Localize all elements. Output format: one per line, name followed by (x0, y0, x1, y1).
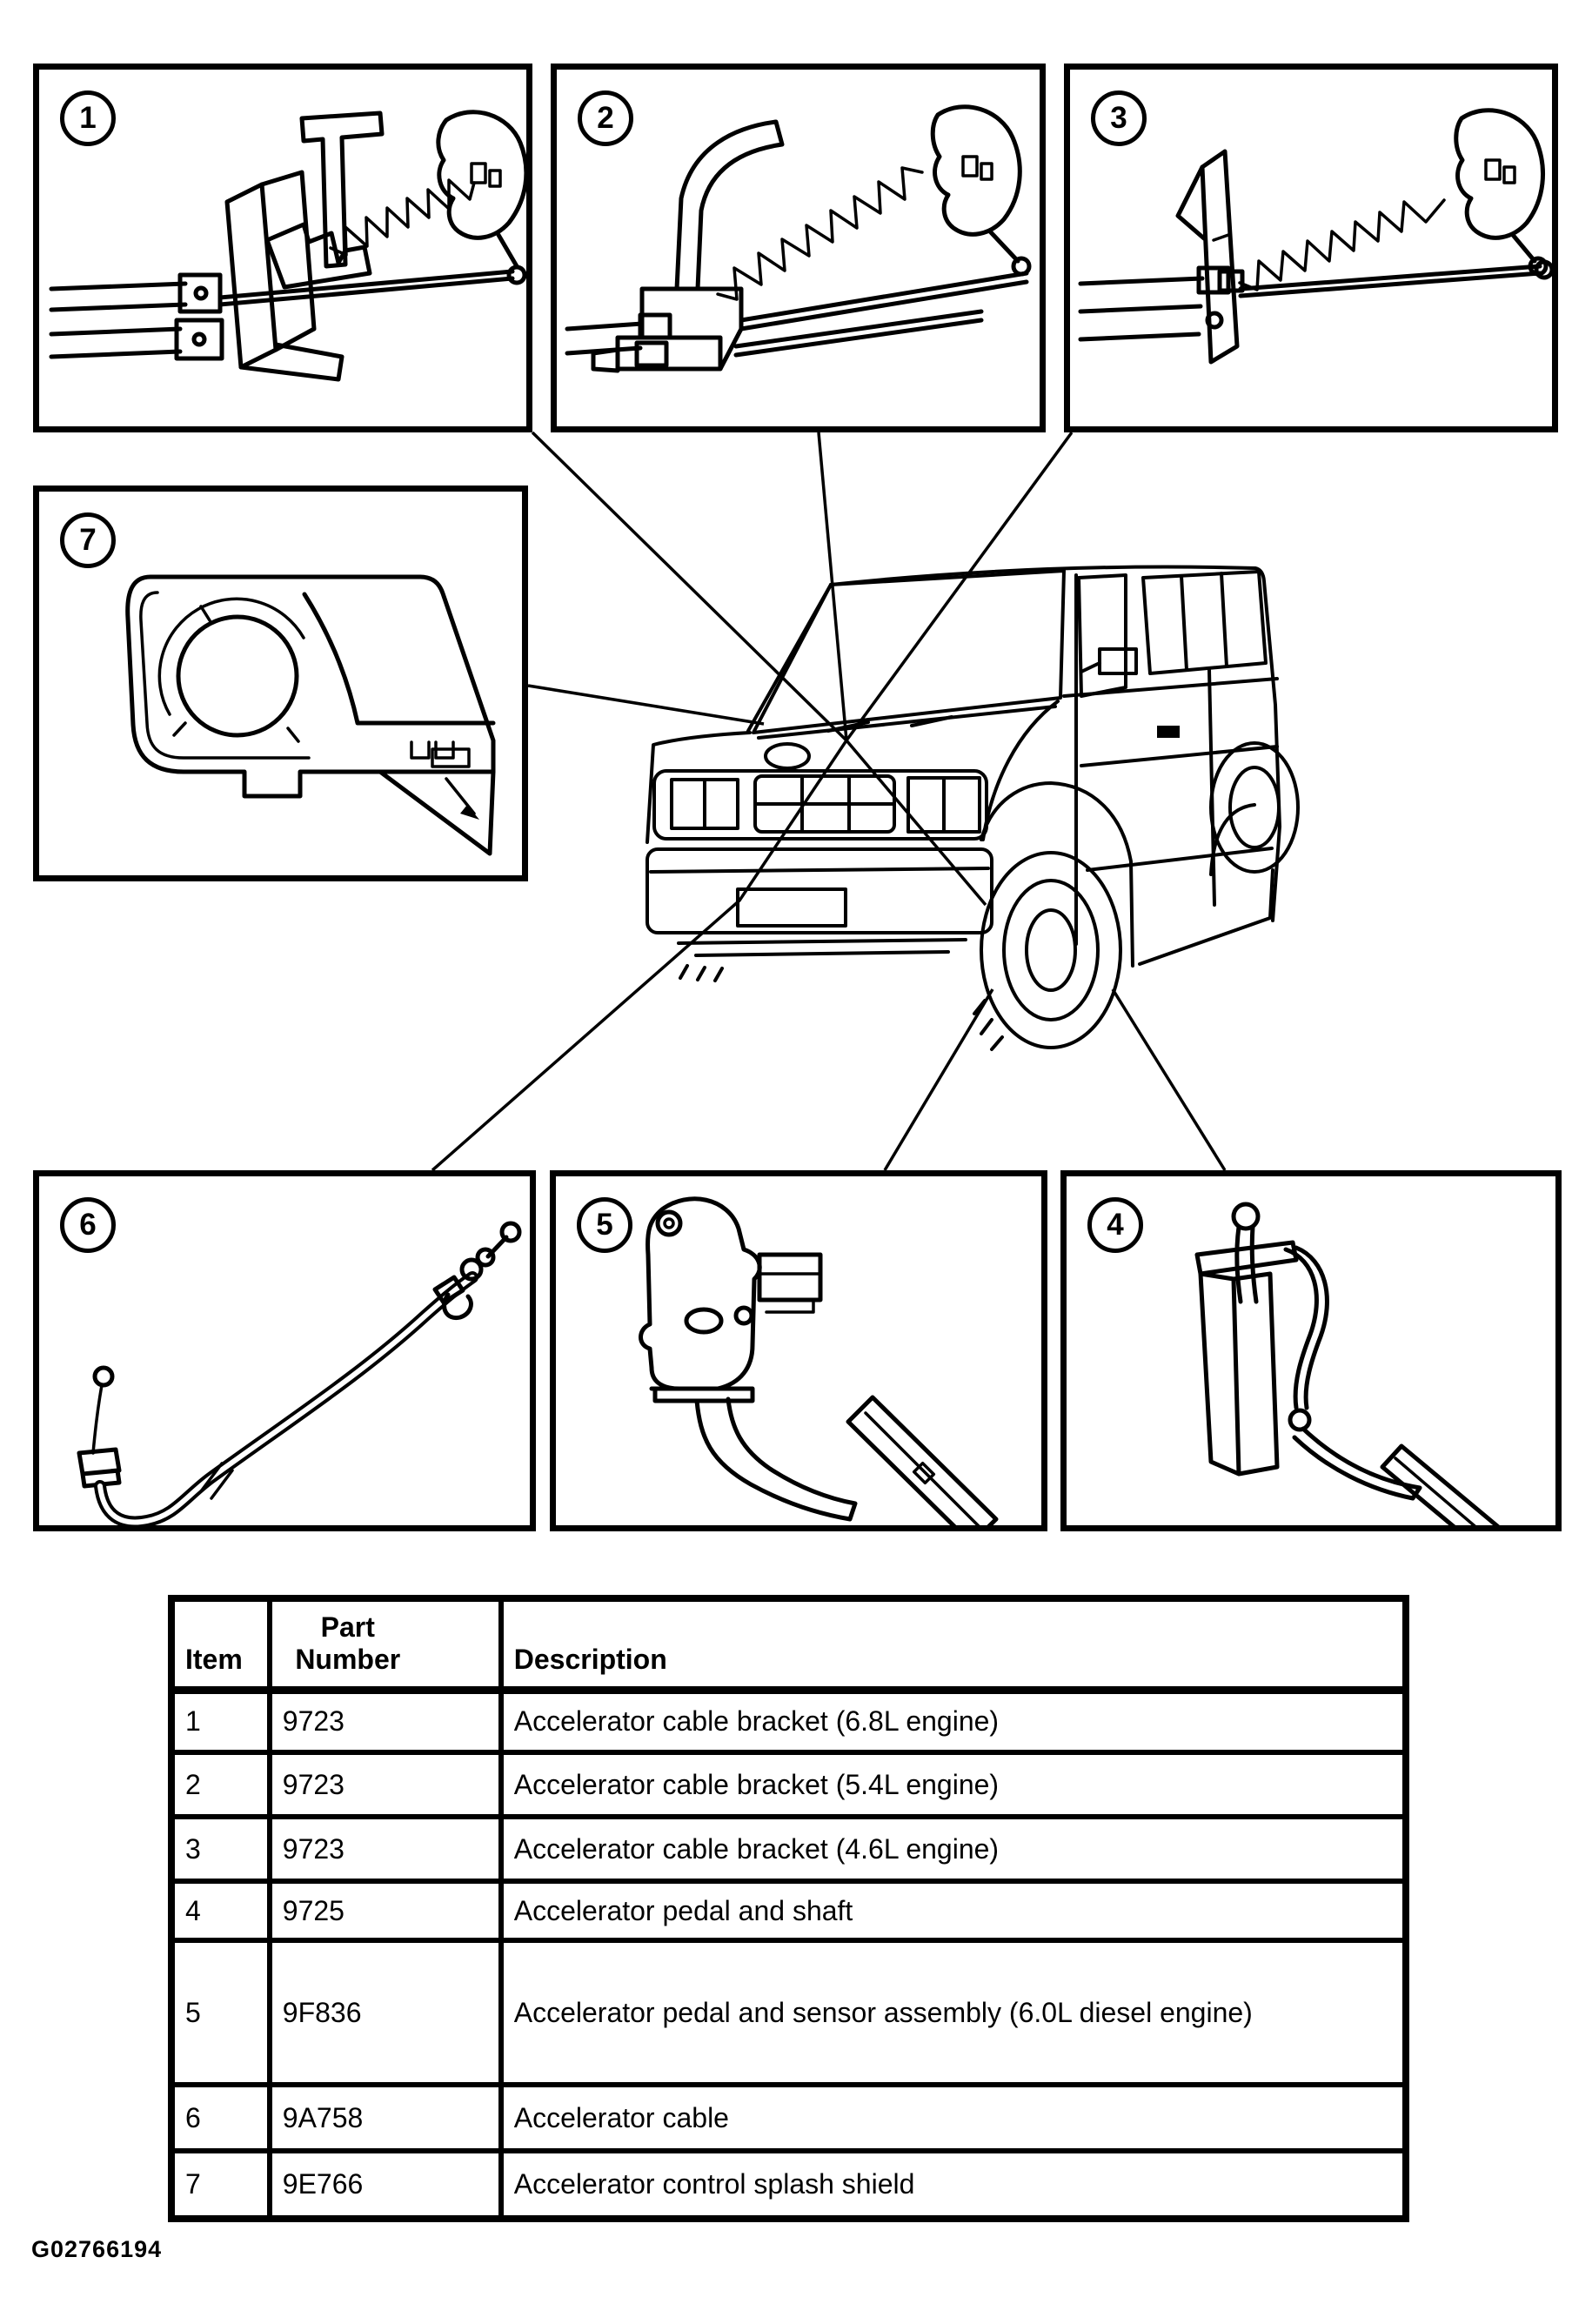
cell-part: 9723 (270, 1817, 501, 1881)
cell-description: Accelerator control splash shield (501, 2151, 1406, 2219)
cell-item: 2 (171, 1752, 270, 1817)
cell-item: 7 (171, 2151, 270, 2219)
cell-description: Accelerator cable bracket (6.8L engine) (501, 1690, 1406, 1752)
callout-badge-1: 1 (60, 90, 116, 146)
cell-part: 9A758 (270, 2085, 501, 2151)
cell-item: 5 (171, 1940, 270, 2085)
header-part-number: Part Number (270, 1598, 501, 1690)
cell-part: 9725 (270, 1881, 501, 1940)
callout-badge-2: 2 (578, 90, 633, 146)
detail-box-3 (1064, 64, 1558, 432)
leader-lines (432, 432, 1225, 1170)
cell-description: Accelerator cable bracket (4.6L engine) (501, 1817, 1406, 1881)
table-row (171, 2151, 1406, 2219)
cell-description: Accelerator pedal and shaft (501, 1881, 1406, 1940)
cell-item: 6 (171, 2085, 270, 2151)
detail-box-7 (33, 486, 528, 881)
detail-box-6 (33, 1170, 536, 1531)
detail-box-4 (1060, 1170, 1562, 1531)
detail-box-2 (551, 64, 1046, 432)
header-description: Description (501, 1598, 1406, 1690)
cell-item: 1 (171, 1690, 270, 1752)
table-row (171, 1881, 1406, 1940)
cell-part: 9723 (270, 1690, 501, 1752)
cell-part: 9E766 (270, 2151, 501, 2219)
callout-badge-3: 3 (1091, 90, 1147, 146)
figure-code: G02766194 (31, 2236, 163, 2262)
callout-badge-7: 7 (60, 512, 116, 568)
detail-box-1 (33, 64, 532, 432)
table-row (171, 2085, 1406, 2151)
cell-part: 9723 (270, 1752, 501, 1817)
cell-item: 4 (171, 1881, 270, 1940)
header-item: Item (171, 1598, 270, 1690)
table-row (171, 1690, 1406, 1752)
table-row (171, 1940, 1406, 2085)
cell-item: 3 (171, 1817, 270, 1881)
cell-description: Accelerator cable bracket (5.4L engine) (501, 1752, 1406, 1817)
callout-badge-5: 5 (577, 1197, 632, 1253)
callout-badge-6: 6 (60, 1197, 116, 1253)
table-header-row (171, 1598, 1406, 1690)
cell-description: Accelerator cable (501, 2085, 1406, 2151)
callout-badge-4: 4 (1087, 1197, 1143, 1253)
table-row (171, 1817, 1406, 1881)
table-row (171, 1752, 1406, 1817)
cell-description: Accelerator pedal and sensor assembly (6.0L diesel engine) (501, 1940, 1406, 2085)
cell-part: 9F836 (270, 1940, 501, 2085)
parts-table (168, 1595, 1409, 2222)
detail-box-5 (550, 1170, 1047, 1531)
